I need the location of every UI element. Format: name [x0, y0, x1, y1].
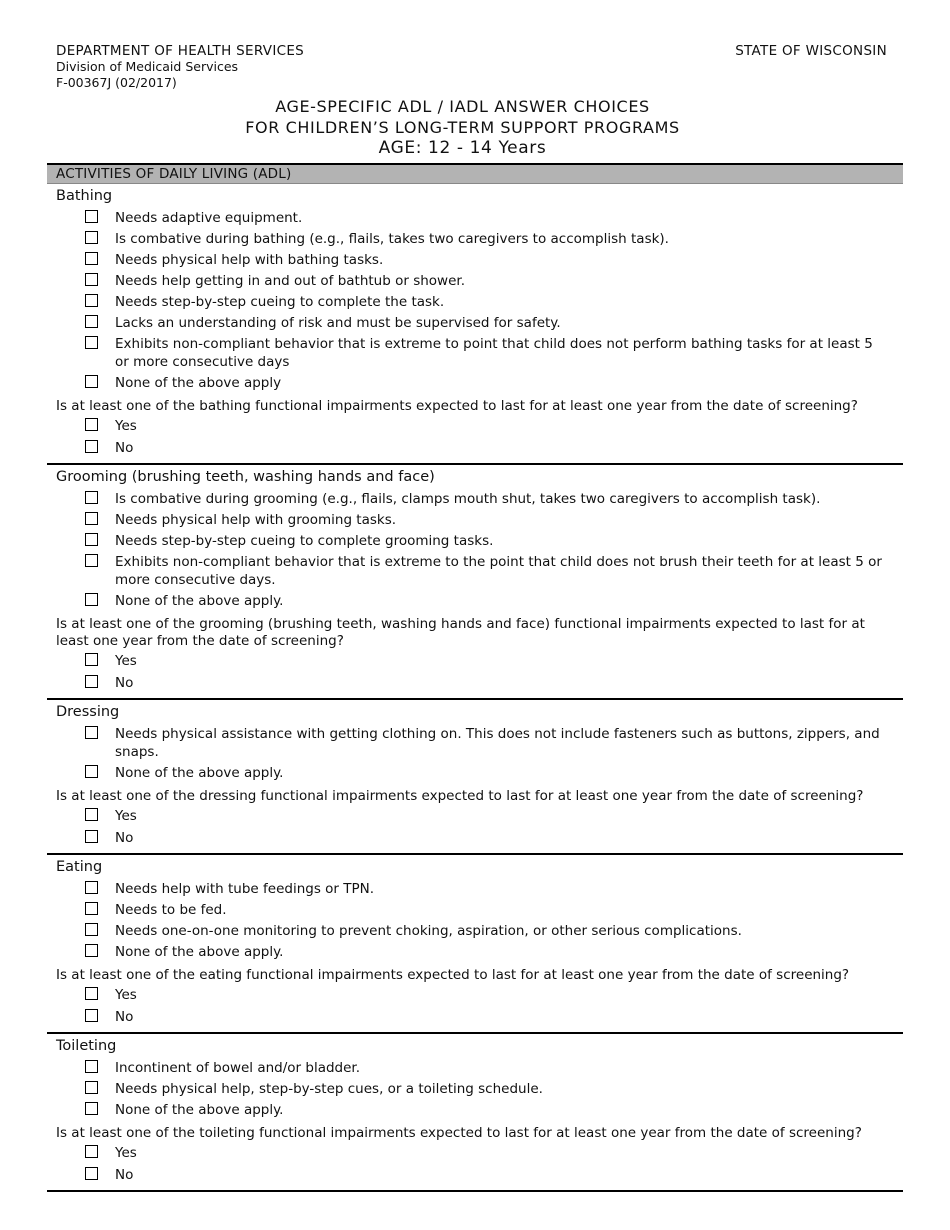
checkbox[interactable] [85, 923, 98, 936]
option-item [56, 880, 903, 898]
yes-label: Yes [115, 987, 137, 1003]
no-label: No [115, 440, 134, 456]
checkbox[interactable] [85, 726, 98, 739]
checkbox[interactable] [85, 554, 98, 567]
checkbox[interactable] [85, 987, 98, 1000]
no-option [56, 439, 903, 457]
checkbox[interactable] [85, 1060, 98, 1073]
no-option [56, 1166, 903, 1184]
checkbox[interactable] [85, 1009, 98, 1022]
yes-option [56, 986, 903, 1004]
option-item [56, 764, 903, 782]
duration-question: Is at least one of the grooming (brushing teeth, washing hands and face) functional impairments expected to last for at least one year from the date of screening? [56, 616, 865, 649]
adl-section-band: ACTIVITIES OF DAILY LIVING (ADL) [47, 165, 903, 184]
checkbox[interactable] [85, 1081, 98, 1094]
checkbox[interactable] [85, 808, 98, 821]
duration-question: Is at least one of the bathing functional impairments expected to last for at least one year from the date of screening? [56, 398, 858, 414]
checkbox[interactable] [85, 210, 98, 223]
checkbox[interactable] [85, 252, 98, 265]
no-label: No [115, 830, 134, 846]
option-item [56, 922, 903, 940]
title-line-2: FOR CHILDREN’S LONG-TERM SUPPORT PROGRAMS [245, 118, 680, 137]
checkbox[interactable] [85, 440, 98, 453]
option-label: Lacks an understanding of risk and must be supervised for safety. [115, 315, 561, 331]
checkbox[interactable] [85, 1102, 98, 1115]
option-item [56, 293, 903, 311]
option-item [56, 511, 903, 529]
option-label: Needs step-by-step cueing to complete grooming tasks. [115, 533, 494, 549]
checkbox[interactable] [85, 902, 98, 915]
checkbox[interactable] [85, 273, 98, 286]
title-age: AGE: 12 - 14 Years [378, 138, 547, 158]
page-title [0, 96, 925, 159]
checkbox[interactable] [85, 1167, 98, 1180]
section-title: Grooming (brushing teeth, washing hands and face) [56, 469, 435, 485]
toileting-section [47, 1034, 903, 1192]
option-item [56, 490, 903, 508]
checkbox[interactable] [85, 830, 98, 843]
option-item [56, 335, 903, 371]
division-name: Division of Medicaid Services [56, 59, 239, 74]
option-item [56, 209, 903, 227]
option-label: Exhibits non-compliant behavior that is extreme to point that child does not perform bathing tasks for at least 5 or more consecutive days [115, 336, 873, 370]
checkbox[interactable] [85, 512, 98, 525]
yes-label: Yes [115, 1145, 137, 1161]
checkbox[interactable] [85, 418, 98, 431]
section-title: Bathing [56, 188, 113, 204]
checkbox[interactable] [85, 675, 98, 688]
yes-option [56, 807, 903, 825]
no-option [56, 829, 903, 847]
duration-question: Is at least one of the toileting functional impairments expected to last for at least one year from the date of screening? [56, 1125, 862, 1141]
header-left [56, 43, 304, 91]
checkbox[interactable] [85, 294, 98, 307]
yes-option [56, 652, 903, 670]
section-title: Dressing [56, 704, 120, 720]
option-item [56, 1059, 903, 1077]
grooming-section [47, 465, 903, 700]
section-title: Eating [56, 859, 103, 875]
yes-label: Yes [115, 808, 137, 824]
state-name: STATE OF WISCONSIN [735, 43, 887, 59]
yes-label: Yes [115, 418, 137, 434]
option-item [56, 374, 903, 392]
option-label: Needs physical help with bathing tasks. [115, 252, 384, 268]
option-item [56, 314, 903, 332]
option-label: Needs adaptive equipment. [115, 210, 303, 226]
option-label: None of the above apply. [115, 593, 284, 609]
option-item [56, 901, 903, 919]
department-name: DEPARTMENT OF HEALTH SERVICES [56, 43, 305, 59]
checkbox[interactable] [85, 1145, 98, 1158]
eating-section [47, 855, 903, 1034]
option-label: Needs physical assistance with getting clothing on. This does not include fasteners such as buttons, zippers, and snaps. [115, 726, 880, 760]
option-label: None of the above apply. [115, 1102, 284, 1118]
checkbox[interactable] [85, 881, 98, 894]
bathing-section [47, 184, 903, 465]
option-label: Needs help with tube feedings or TPN. [115, 881, 375, 897]
option-item [56, 230, 903, 248]
option-item [56, 725, 903, 761]
option-label: None of the above apply. [115, 765, 284, 781]
no-label: No [115, 1009, 134, 1025]
checkbox[interactable] [85, 336, 98, 349]
option-label: Needs step-by-step cueing to complete the task. [115, 294, 445, 310]
option-label: Exhibits non-compliant behavior that is extreme to the point that child does not brush their teeth for at least 5 or more consecutive days. [115, 554, 882, 588]
option-item [56, 272, 903, 290]
option-item [56, 553, 903, 589]
checkbox[interactable] [85, 593, 98, 606]
option-label: Needs help getting in and out of bathtub or shower. [115, 273, 465, 289]
yes-option [56, 417, 903, 435]
option-item [56, 251, 903, 269]
duration-question: Is at least one of the eating functional impairments expected to last for at least one year from the date of screening? [56, 967, 850, 983]
option-label: Needs physical help with grooming tasks. [115, 512, 397, 528]
option-label: Incontinent of bowel and/or bladder. [115, 1060, 361, 1076]
no-label: No [115, 1167, 134, 1183]
option-item [56, 592, 903, 610]
checkbox[interactable] [85, 653, 98, 666]
no-label: No [115, 675, 134, 691]
no-option [56, 1008, 903, 1026]
option-label: Needs to be fed. [115, 902, 227, 918]
no-option [56, 674, 903, 692]
option-label: Needs one-on-one monitoring to prevent choking, aspiration, or other serious complications. [115, 923, 742, 939]
checkbox[interactable] [85, 491, 98, 504]
option-label: Needs physical help, step-by-step cues, or a toileting schedule. [115, 1081, 543, 1097]
form-number: F-00367J (02/2017) [56, 75, 177, 90]
option-item [56, 1080, 903, 1098]
yes-option [56, 1144, 903, 1162]
checkbox[interactable] [85, 533, 98, 546]
option-label: None of the above apply. [115, 944, 284, 960]
yes-label: Yes [115, 653, 137, 669]
checkbox[interactable] [85, 315, 98, 328]
section-title: Toileting [56, 1038, 117, 1054]
dressing-section [47, 700, 903, 855]
checkbox[interactable] [85, 944, 98, 957]
option-item [56, 943, 903, 961]
checkbox[interactable] [85, 231, 98, 244]
option-label: None of the above apply [115, 375, 282, 391]
option-label: Is combative during bathing (e.g., flails, takes two caregivers to accomplish task). [115, 231, 669, 247]
checkbox[interactable] [85, 765, 98, 778]
option-item [56, 1101, 903, 1119]
adl-form [47, 163, 903, 1192]
duration-question: Is at least one of the dressing functional impairments expected to last for at least one year from the date of screening? [56, 788, 864, 804]
title-line-1: AGE-SPECIFIC ADL / IADL ANSWER CHOICES [275, 97, 650, 116]
option-label: Is combative during grooming (e.g., flails, clamps mouth shut, takes two caregivers to accomplish task). [115, 491, 821, 507]
option-item [56, 532, 903, 550]
checkbox[interactable] [85, 375, 98, 388]
